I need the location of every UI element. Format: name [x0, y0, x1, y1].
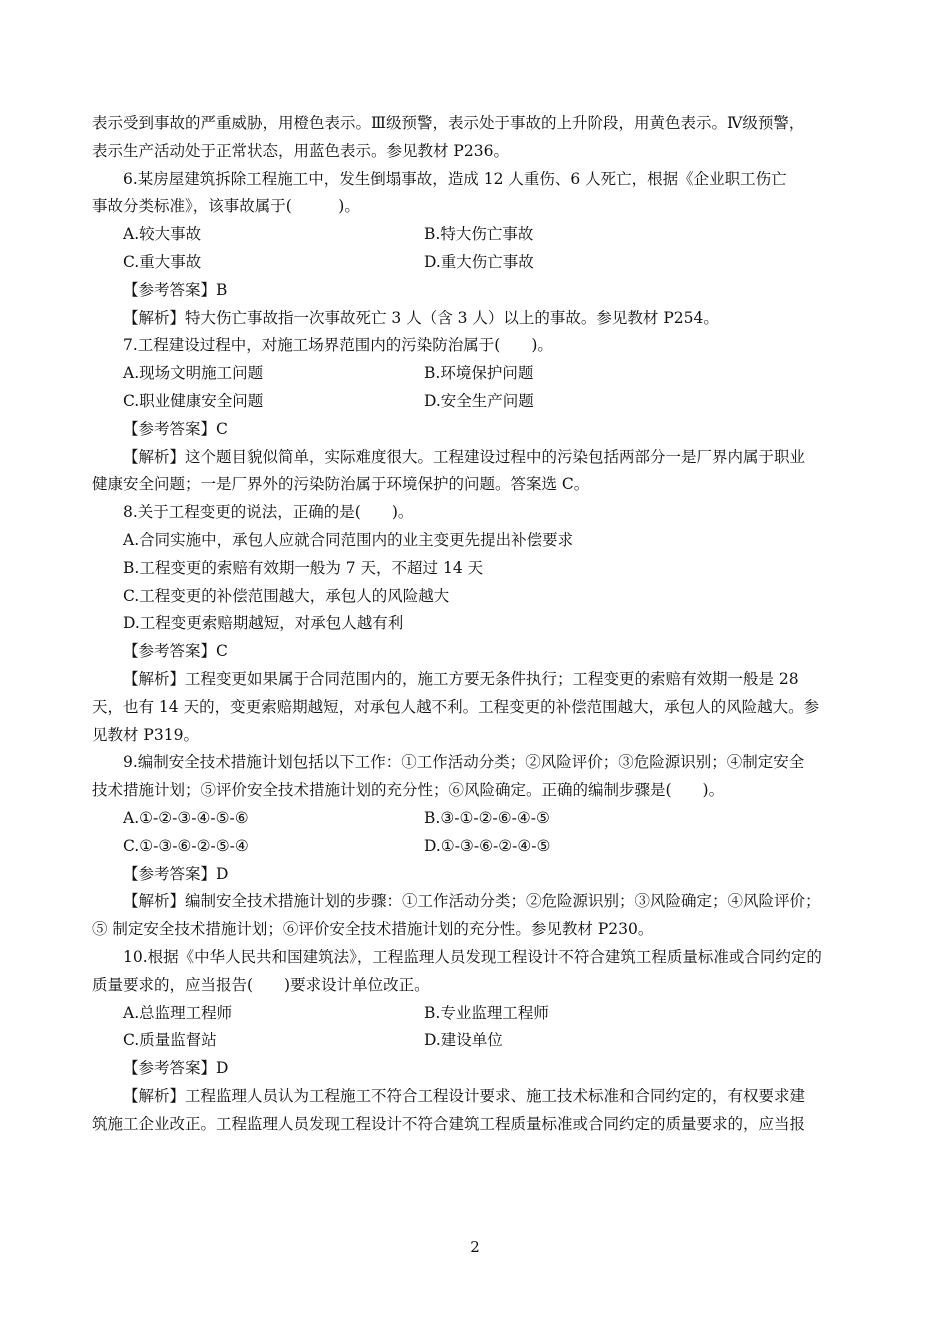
- option-row: [92, 805, 882, 833]
- option-d: D.①-③-⑥-②-④-⑤: [424, 836, 551, 855]
- question-stem: 8.关于工程变更的说法，正确的是( )。: [123, 503, 414, 522]
- analysis: 健康安全问题；一是厂界外的污染防治属于环境保护的问题。答案选 C。: [92, 475, 590, 494]
- option-row: [92, 1000, 882, 1028]
- analysis: 天，也有 14 天的，变更索赔期越短，对承包人越不利。工程变更的补偿范围越大，承包人的风险越大。参: [92, 697, 820, 716]
- option-d: D.建设单位: [424, 1031, 503, 1050]
- option-b: B.工程变更的索赔有效期一般为 7 天，不超过 14 天: [123, 558, 484, 577]
- question-stem: 事故分类标准》，该事故属于( )。: [92, 197, 360, 216]
- question-stem: 9.编制安全技术措施计划包括以下工作：①工作活动分类；②风险评价；③危险源识别；④制定安全: [123, 753, 805, 772]
- reference-answer: 【参考答案】C: [123, 642, 228, 661]
- option-c: C.工程变更的补偿范围越大，承包人的风险越大: [123, 586, 450, 605]
- option-row: [92, 833, 882, 861]
- analysis: 【解析】工程变更如果属于合同范围内的，施工方要无条件执行；工程变更的索赔有效期一般是 28: [123, 669, 799, 688]
- option-a: A.现场文明施工问题: [123, 364, 264, 383]
- option-d: D.重大伤亡事故: [424, 252, 534, 271]
- option-b: B.③-①-②-⑥-④-⑤: [424, 808, 550, 827]
- analysis: 【解析】编制安全技术措施计划的步骤：①工作活动分类；②危险源识别；③风险确定；④风险评价；: [123, 892, 821, 911]
- option-c: C.重大事故: [123, 252, 202, 271]
- question-stem: 6.某房屋建筑拆除工程施工中，发生倒塌事故，造成 12 人重伤、6 人死亡，根据《企业职工伤亡: [123, 169, 787, 188]
- question-stem: 质量要求的，应当报告( )要求设计单位改正。: [92, 975, 430, 994]
- analysis: 【解析】工程监理人员认为工程施工不符合工程设计要求、施工技术标准和合同约定的，有权要求建: [123, 1086, 806, 1105]
- analysis: 见教材 P319。: [92, 725, 199, 744]
- option-b: B.环境保护问题: [424, 364, 534, 383]
- analysis: 筑施工企业改正。工程监理人员发现工程设计不符合建筑工程质量标准或合同约定的质量要求的，应当报: [92, 1114, 806, 1133]
- option-row: [92, 221, 882, 249]
- option-c: C.职业健康安全问题: [123, 391, 264, 410]
- option-b: B.专业监理工程师: [424, 1003, 549, 1022]
- option-d: D.工程变更索赔期越短，对承包人越有利: [123, 614, 404, 633]
- page-number: 2: [470, 1238, 480, 1256]
- question-stem: 10.根据《中华人民共和国建筑法》，工程监理人员发现工程设计不符合建筑工程质量标准或合同约定的: [123, 947, 822, 966]
- option-a: A.①-②-③-④-⑤-⑥: [123, 808, 249, 827]
- reference-answer: 【参考答案】B: [123, 280, 228, 299]
- option-row: [92, 360, 882, 388]
- reference-answer: 【参考答案】D: [123, 1059, 229, 1078]
- question-stem: 7.工程建设过程中，对施工场界范围内的污染防治属于( )。: [123, 336, 553, 355]
- option-row: [92, 249, 882, 277]
- analysis: ⑤ 制定安全技术措施计划；⑥评价安全技术措施计划的充分性。参见教材 P230。: [92, 920, 654, 939]
- option-a: A.总监理工程师: [123, 1003, 233, 1022]
- option-row: [92, 1027, 882, 1055]
- reference-answer: 【参考答案】D: [123, 864, 229, 883]
- reference-answer: 【参考答案】C: [123, 419, 228, 438]
- option-b: B.特大伤亡事故: [424, 225, 534, 244]
- option-a: A.合同实施中，承包人应就合同范围内的业主变更先提出补偿要求: [123, 530, 574, 549]
- document-page: [92, 110, 882, 1138]
- analysis: 【解析】这个题目貌似简单，实际难度很大。工程建设过程中的污染包括两部分一是厂界内属于职业: [123, 447, 806, 466]
- option-a: A.较大事故: [123, 225, 202, 244]
- question-stem: 技术措施计划；⑤评价安全技术措施计划的充分性；⑥风险确定。正确的编制步骤是( )。: [92, 781, 725, 800]
- option-d: D.安全生产问题: [424, 391, 534, 410]
- analysis: 【解析】特大伤亡事故指一次事故死亡 3 人（含 3 人）以上的事故。参见教材 P254。: [123, 308, 719, 327]
- text-line: 表示生产活动处于正常状态，用蓝色表示。参见教材 P236。: [92, 141, 509, 160]
- option-row: [92, 388, 882, 416]
- option-c: C.质量监督站: [123, 1031, 217, 1050]
- option-c: C.①-③-⑥-②-⑤-④: [123, 836, 249, 855]
- text-line: 表示受到事故的严重威胁，用橙色表示。Ⅲ级预警，表示处于事故的上升阶段，用黄色表示。Ⅳ级预警，: [92, 114, 805, 132]
